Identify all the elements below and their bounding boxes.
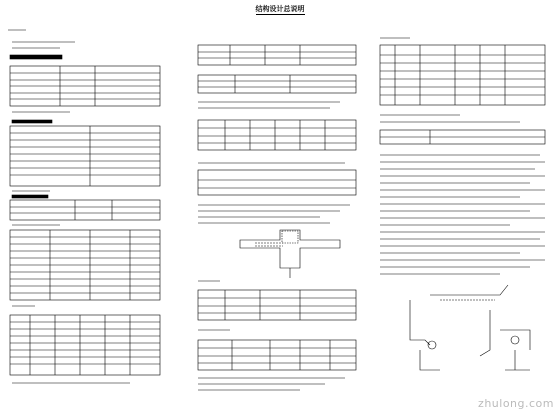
column-1-content: [8, 30, 160, 375]
column-3-content: [380, 45, 545, 370]
drawing-title: 结构设计总说明: [255, 5, 305, 13]
watermark: zhulong.com: [478, 397, 554, 410]
column-2-content: [198, 45, 356, 370]
